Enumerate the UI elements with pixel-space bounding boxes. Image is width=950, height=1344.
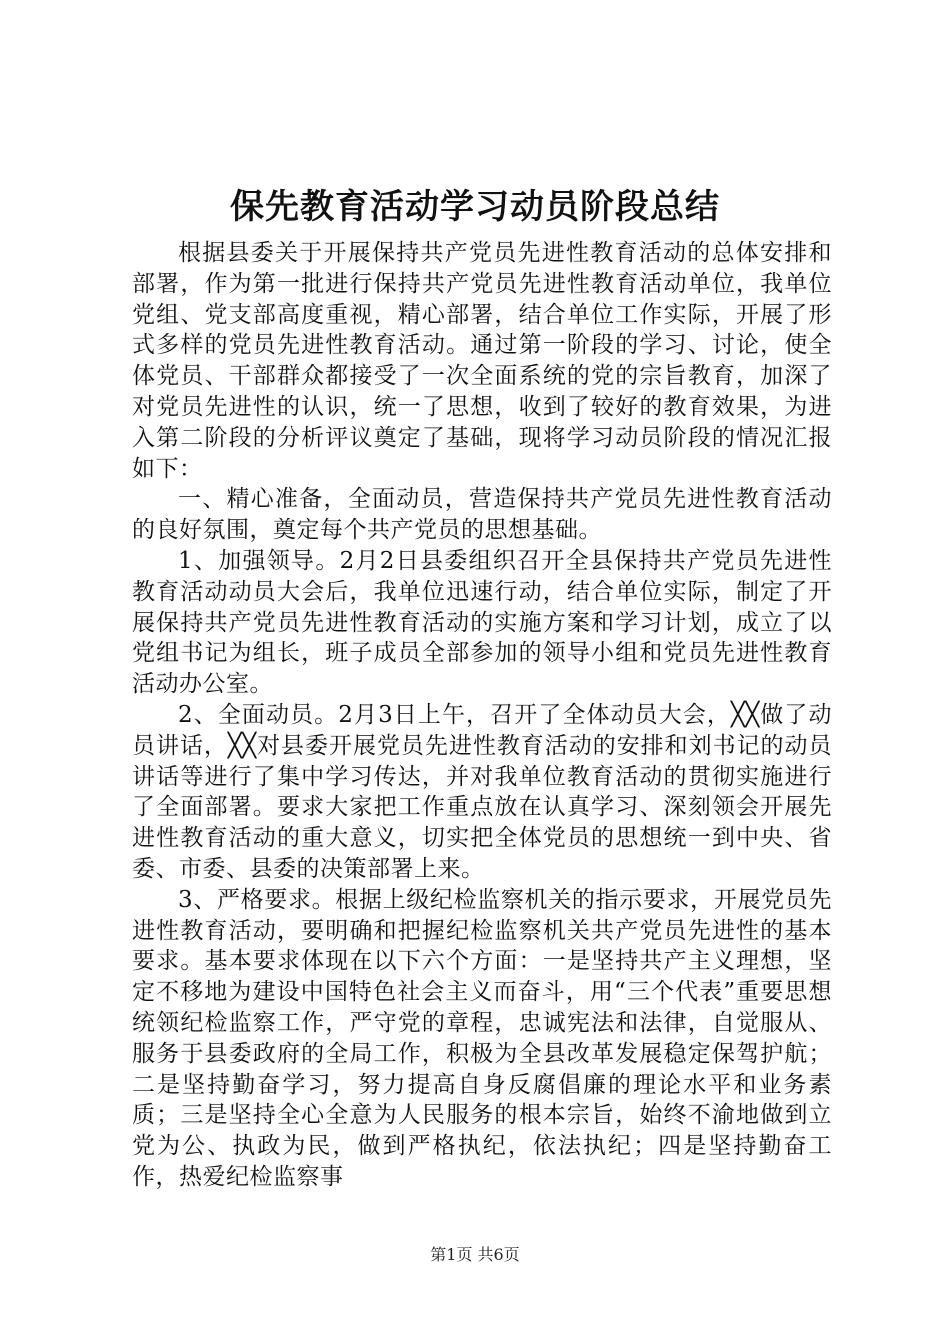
paragraph-item-1: 1、加强领导。2月2日县委组织召开全县保持共产党员先进性教育活动动员大会后，我单位迅速行动，结合单位实际，制定了开展保持共产党员先进性教育活动的实施方案和学习计划，成立了以党组书记为组长，班子成员全部参加的领导小组和党员先进性教育活动办公室。	[132, 547, 832, 698]
page-number-footer: 第1页 共6页	[430, 1245, 520, 1264]
paragraph-intro: 根据县委关于开展保持共产党员先进性教育活动的总体安排和部署，作为第一批进行保持共产党员先进性教育活动单位，我单位党组、党支部高度重视，精心部署，结合单位工作实际，开展了形式多样的党员先进性教育活动。通过第一阶段的学习、讨论，使全体党员、干部群众都接受了一次全面系统的党的宗旨教育，加深了对党员先进性的认识，统一了思想，收到了较好的教育效果，为进入第二阶段的分析评议奠定了基础，现将学习动员阶段的情况汇报如下：	[132, 240, 832, 482]
document-body	[132, 238, 832, 1193]
paragraph-section-heading: 一、精心准备，全面动员，营造保持共产党员先进性教育活动的良好氛围，奠定每个共产党员的思想基础。	[132, 486, 832, 544]
paragraph-item-3: 3、严格要求。根据上级纪检监察机关的指示要求，开展党员先进性教育活动，要明确和把握纪检监察机关共产党员先进性的基本要求。基本要求体现在以下六个方面：一是坚持共产主义理想，坚定不移地为建设中国特色社会主义而奋斗，用“三个代表”重要思想统领纪检监察工作，严守党的章程，忠诚宪法和法律，自觉服从、服务于县委政府的全局工作，积极为全县改革发展稳定保驾护航；二是坚持勤奋学习，努力提高自身反腐倡廉的理论水平和业务素质；三是坚持全心全意为人民服务的根本宗旨，始终不渝地做到立党为公、执政为民，做到严格执纪，依法执纪；四是坚持勤奋工作，热爱纪检监察事	[132, 886, 832, 1190]
document-title: 保先教育活动学习动员阶段总结	[230, 187, 720, 227]
paragraph-item-2: 2、全面动员。2月3日上午，召开了全体动员大会，╳╳做了动员讲话，╳╳对县委开展党员先进性教育活动的安排和刘书记的动员讲话等进行了集中学习传达，并对我单位教育活动的贯彻实施进行了全面部署。要求大家把工作重点放在认真学习、深刻领会开展先进性教育活动的重大意义，切实把全体党员的思想统一到中央、省委、市委、县委的决策部署上来。	[132, 701, 832, 882]
